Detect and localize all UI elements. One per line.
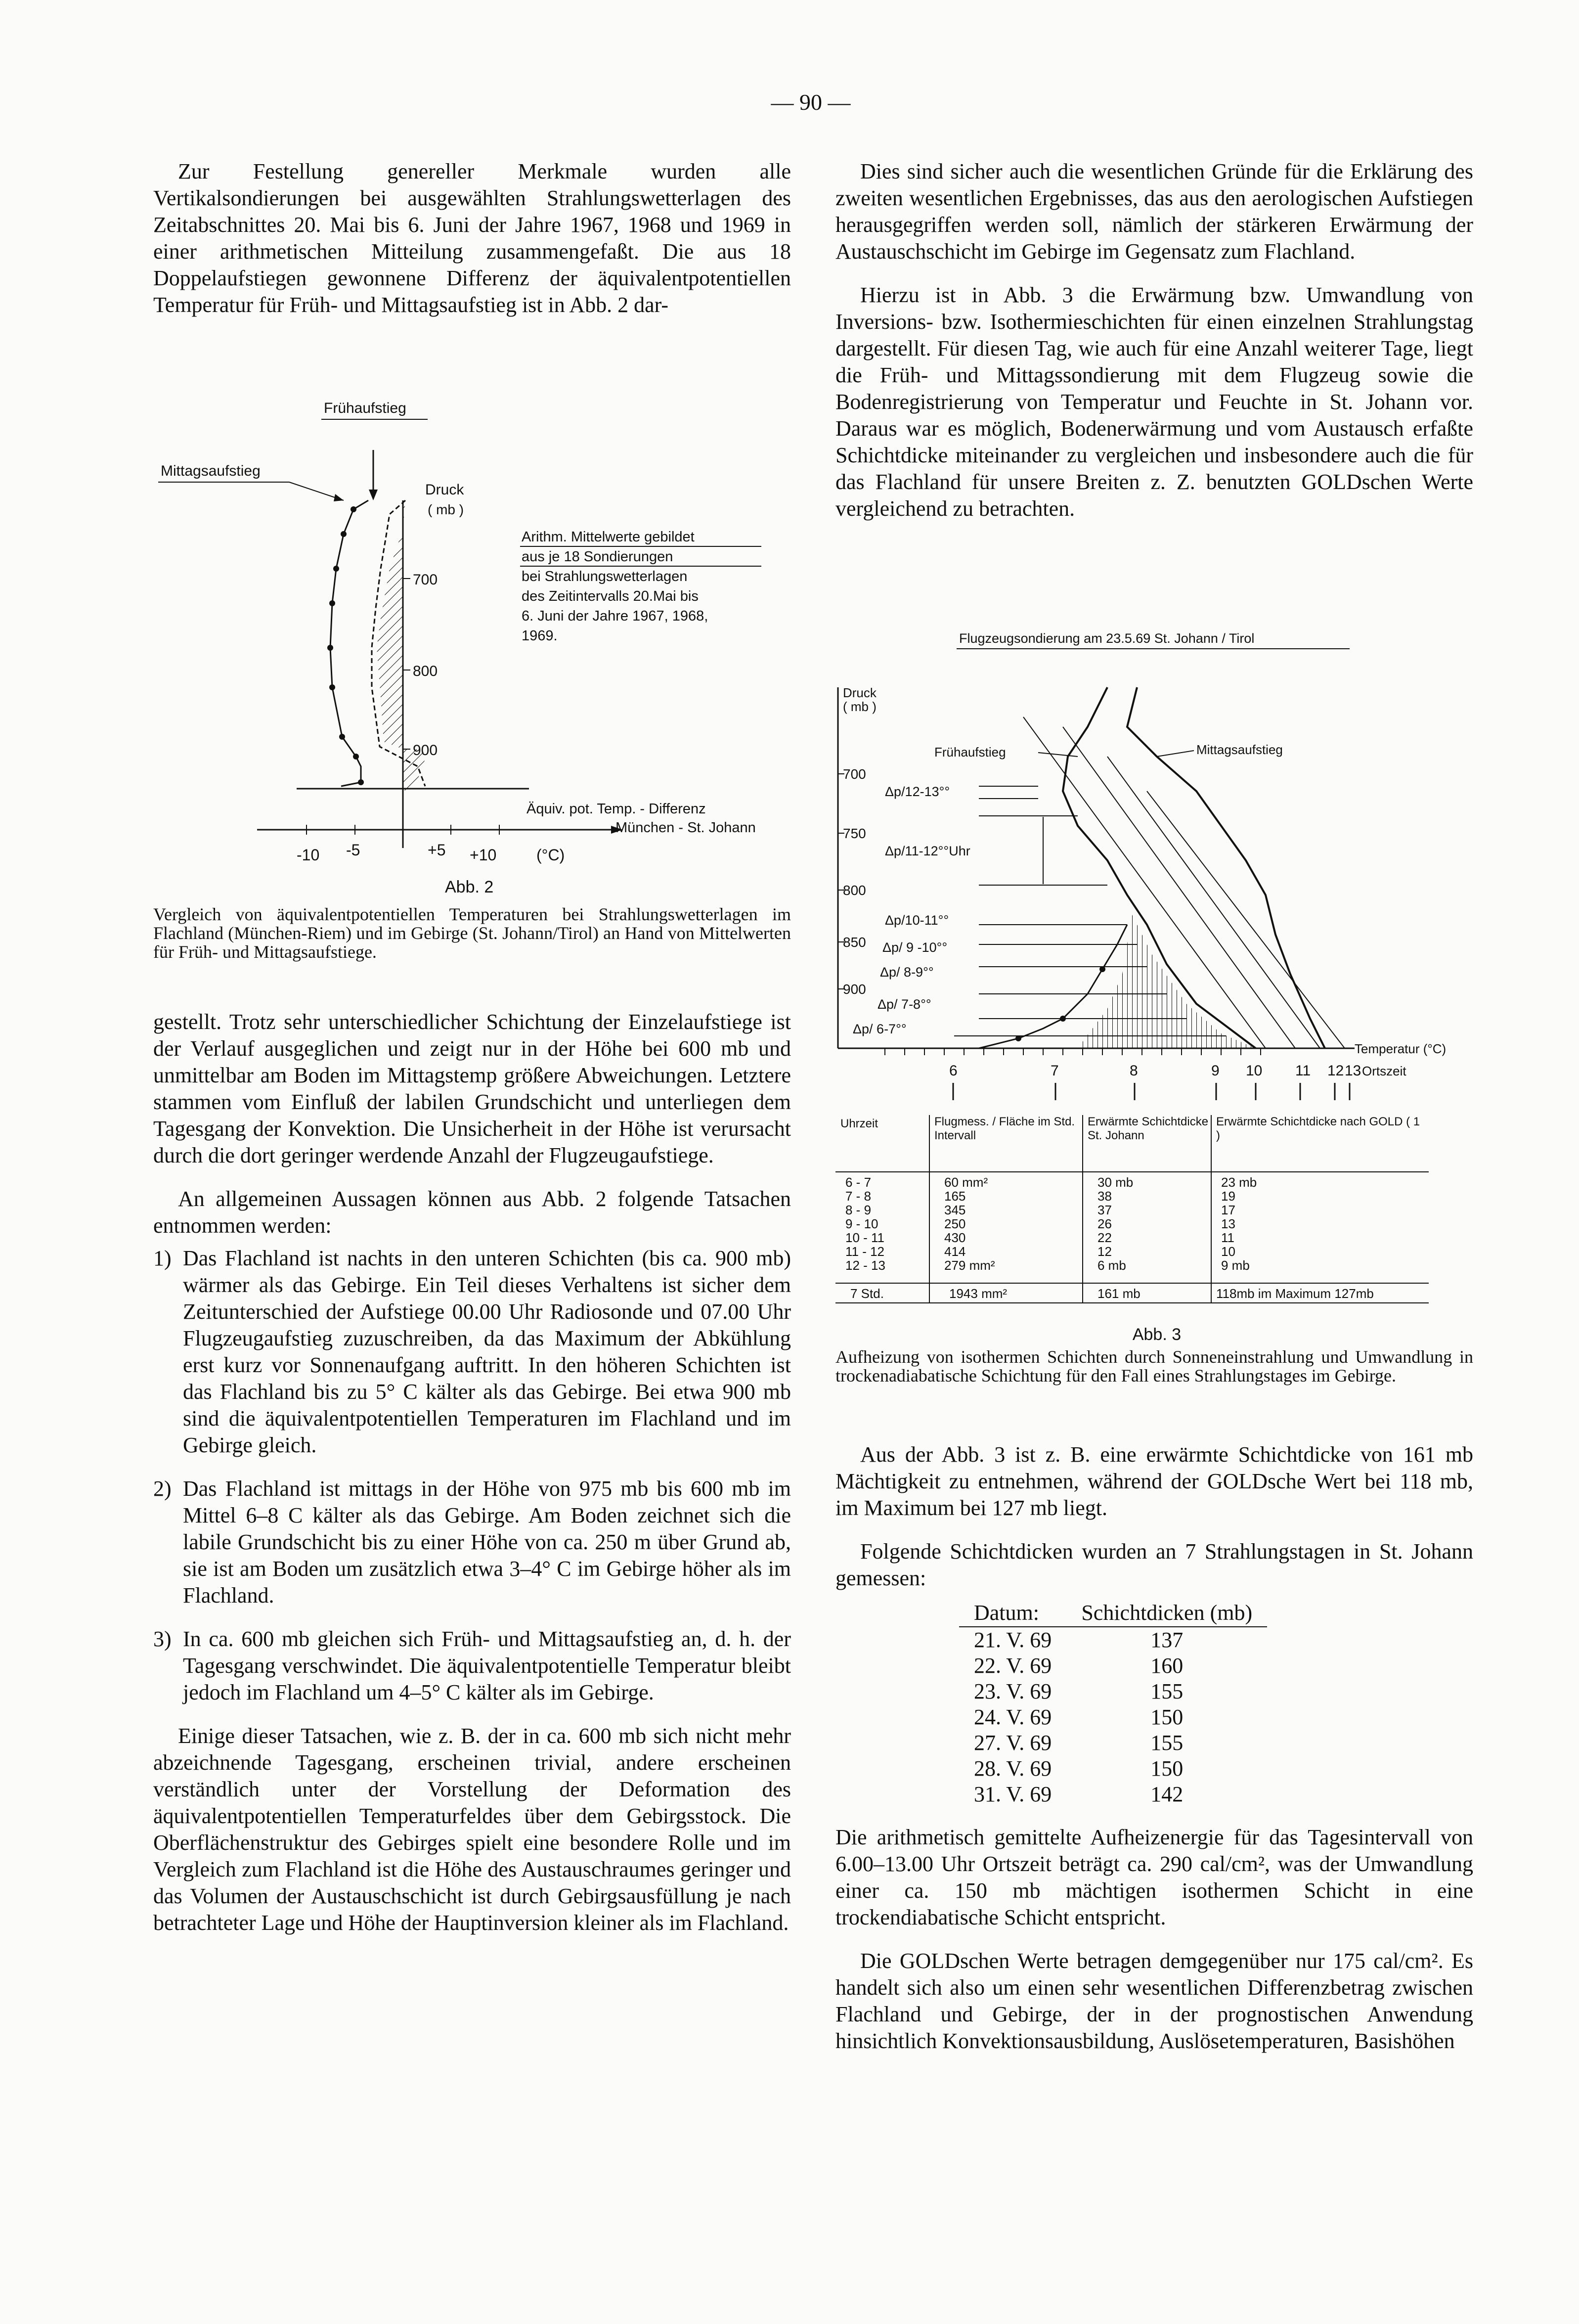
right-column-top: [835, 158, 1473, 522]
table-header: Schichtdicken (mb): [1066, 1600, 1267, 1627]
left-column-bottom: [153, 1009, 791, 1936]
table-row: [959, 1627, 1267, 1653]
paragraph: Die GOLDschen Werte betragen demgegenüber nur 175 cal/cm². Es handelt sich also um einen sehr wesentlichen Differenzbetrag zwischen Flachland und Gebirge, der in der prognostischen Anwendung hinsichtlich Konvektionsausbildung, Auslösetemperaturen, Basishöhen: [835, 1949, 1473, 2053]
tick-700: 700: [843, 766, 866, 782]
label-mb: ( mb ): [428, 502, 464, 517]
figure-3-title: Abb. 3: [1132, 1325, 1182, 1344]
tick-700: 700: [413, 572, 438, 588]
hour-label: 13: [1345, 1063, 1361, 1079]
table-cell: 22. V. 69: [974, 1654, 1052, 1678]
tick-neg10: -10: [297, 846, 320, 864]
table-cell: 250: [944, 1216, 966, 1231]
tick-unit: (°C): [536, 846, 565, 864]
tick-800: 800: [843, 883, 866, 898]
note-line: bei Strahlungswetterlagen: [522, 569, 688, 584]
table-row: [959, 1782, 1267, 1807]
table-cell: 9 - 10: [845, 1216, 878, 1231]
tick-pos10: +10: [470, 846, 497, 864]
list-item: 2) Das Flachland ist mittags in der Höhe von 975 mb bis 600 mb im Mittel 6–8 C kälter als das Gebirge. Am Boden zeichnet sich die labile Grundschicht bis zu einer Höhe von ca. 250 m über Grund ab, sie ist am Boden um zusätzlich etwa 3–4° C im Gebirge höher als im Flachland.: [153, 1476, 791, 1608]
schichtdicken-table: [959, 1600, 1267, 1807]
tick-800: 800: [413, 663, 438, 679]
page-number: — 90 —: [771, 89, 851, 115]
table-header: Flugmess. / Fläche im Std. Intervall: [934, 1115, 1075, 1142]
axis-note: München - St. Johann: [615, 820, 756, 836]
left-column-top: [153, 158, 791, 318]
table-row: [959, 1704, 1267, 1730]
tick-850: 850: [843, 935, 866, 950]
table-total-cell: 7 Std.: [850, 1286, 884, 1301]
axis-note: Äquiv. pot. Temp. - Differenz: [526, 801, 706, 817]
paragraph: Dies sind sicher auch die wesentlichen Gründe für die Erklärung des zweiten wesentlichen Ergebnisses, das aus den aerologischen Aufstiegen herausgegriffen werden soll, nämlich der stärkeren Erwärmung der Austauschschicht im Gebirge im Gegensatz zum Flachland.: [835, 159, 1473, 264]
table-header: Datum:: [959, 1600, 1066, 1627]
table-header: Erwärmte Schichtdicke nach GOLD ( 1 ): [1216, 1115, 1420, 1142]
hour-label: 10: [1246, 1063, 1263, 1079]
table-cell: 155: [1150, 1679, 1184, 1703]
figure-2-title: Abb. 2: [445, 878, 494, 896]
table-header: Erwärmte Schichtdicke St. Johann: [1088, 1115, 1209, 1142]
dp-label: Δp/12-13°°: [885, 784, 950, 799]
table-cell: 6 - 7: [845, 1175, 872, 1190]
table-row: [959, 1653, 1267, 1679]
dp-label: Δp/ 6-7°°: [853, 1022, 907, 1036]
paragraph: Einige dieser Tatsachen, wie z. B. der in ca. 600 mb sich nicht mehr abzeichnende Tagesgang, erscheinen trivial, andere erscheinen verständlich unter der Vorstellung der Deformation des äquivalentpotentiellen Temperaturfeldes über dem Gebirgsstock. Die Oberflächenstruktur des Gebirges spielt eine besondere Rolle und im Vergleich zum Flachland ist die Höhe des Austauschraumes geringer und das Volumen der Austauschschicht ist durch Gebirgsausfüllung je nach betrachteter Lage und Höhe der Hauptinversion kleiner als im Flachland.: [153, 1724, 791, 1935]
table-cell: 142: [1150, 1782, 1184, 1806]
table-cell: 10 - 11: [845, 1230, 885, 1245]
table-row: [959, 1679, 1267, 1704]
list-item: 3) In ca. 600 mb gleichen sich Früh- und Mittagsaufstieg an, d. h. der Tagesgang verschwindet. Die äquivalentpotentielle Temperatur bleibt jedoch im Flachland um 4–5° C kälter als im Gebirge.: [153, 1627, 791, 1704]
label-druck: Druck: [843, 685, 877, 700]
note-line: 1969.: [522, 628, 558, 644]
table-cell: 28. V. 69: [974, 1756, 1052, 1781]
table-total-cell: 161 mb: [1097, 1286, 1140, 1301]
note-line: Arithm. Mittelwerte gebildet: [522, 529, 695, 545]
table-cell: 30 mb: [1097, 1175, 1134, 1190]
paragraph: Die arithmetisch gemittelte Aufheizenergie für das Tagesintervall von 6.00–13.00 Uhr Ortszeit beträgt ca. 290 cal/cm², was der Umwandlung einer ca. 150 mb mächtigen isothermen Schicht in eine trockendiabatische Schicht entspricht.: [835, 1825, 1473, 1929]
table-cell: 23. V. 69: [974, 1679, 1052, 1703]
fig3-title-top: Flugzeugsondierung am 23.5.69 St. Johann / Tirol: [959, 631, 1255, 646]
table-cell: 37: [1097, 1203, 1112, 1217]
table-cell: 150: [1150, 1705, 1184, 1729]
dp-label: Δp/10-11°°: [885, 913, 949, 928]
table-header: Uhrzeit: [840, 1117, 878, 1130]
table-cell: 7 - 8: [845, 1189, 872, 1204]
hour-label: 6: [949, 1063, 958, 1079]
table-cell: 22: [1097, 1230, 1112, 1245]
table-cell: 12 - 13: [845, 1258, 885, 1273]
table-cell: 23 mb: [1221, 1175, 1257, 1190]
table-cell: 24. V. 69: [974, 1705, 1052, 1729]
hour-label: 8: [1130, 1063, 1138, 1079]
note-line: aus je 18 Sondierungen: [522, 549, 673, 565]
note-line: des Zeitintervalls 20.Mai bis: [522, 588, 699, 604]
table-cell: 60 mm²: [944, 1175, 988, 1190]
table-total-cell: 118mb im Maximum 127mb: [1216, 1286, 1374, 1301]
table-cell: 345: [944, 1203, 966, 1217]
table-cell: 155: [1150, 1731, 1184, 1755]
label-mb: ( mb ): [843, 699, 877, 714]
tick-900: 900: [843, 982, 866, 997]
temp-axis-label: Temperatur (°C): [1355, 1041, 1447, 1056]
table-cell: 6 mb: [1097, 1258, 1126, 1273]
table-cell: 279 mm²: [944, 1258, 995, 1273]
dp-label: Δp/ 8-9°°: [880, 965, 934, 980]
paragraph: Aus der Abb. 3 ist z. B. eine erwärmte Schichtdicke von 161 mb Mächtigkeit zu entnehmen, während der GOLDsche Wert bei 118 mb, im Maximum bei 127 mb liegt.: [835, 1442, 1473, 1520]
paragraph: Hierzu ist in Abb. 3 die Erwärmung bzw. Umwandlung von Inversions- bzw. Isothermieschichten für einen einzelnen Strahlungstag dargestellt. Für diesen Tag, wie auch für eine Anzahl weiterer Tage, liegt die Früh- und Mittagssondierung mit dem Flugzeug sowie die Bodenregistrierung von Temperatur und Feuchte in St. Johann vor. Daraus war es möglich, Bodenerwärmung und vom Austausch erfaßte Schichtdicke miteinander zu vergleichen und insbesondere auch die für das Flachland für unsere Breiten z. Z. benutzten GOLDschen Werte vergleichend zu betrachten.: [835, 283, 1473, 521]
table-cell: 11 - 12: [845, 1244, 885, 1259]
paragraph: Zur Festellung genereller Merkmale wurden alle Vertikalsondierungen bei ausgewählten Strahlungswetterlagen des Zeitabschnittes 20. Mai bis 6. Juni der Jahre 1967, 1968 und 1969 in einer arithmetischen Mitteilung zusammengefaßt. Die aus 18 Doppelaufstiegen gewonnene Differenz der äquivalentpotentiellen Temperatur für Früh- und Mittagsaufstieg ist in Abb. 2 dar-: [153, 159, 791, 317]
table-cell: 430: [944, 1230, 966, 1245]
paragraph: An allgemeinen Aussagen können aus Abb. 2 folgende Tatsachen entnommen werden:: [153, 1187, 791, 1238]
table-row: [959, 1756, 1267, 1782]
figure-3-caption: Aufheizung von isothermen Schichten durch Sonneneinstrahlung und Umwandlung in trockenadiabatische Schichtung für den Fall eines Strahlungstages im Gebirge.: [835, 1347, 1473, 1385]
table-total-cell: 1943 mm²: [949, 1286, 1008, 1301]
table-cell: 165: [944, 1189, 966, 1204]
figure-2: [148, 391, 806, 900]
label-mittagsaufstieg: Mittagsaufstieg: [1196, 742, 1283, 757]
table-cell: 137: [1150, 1628, 1184, 1652]
table-cell: 10: [1221, 1244, 1235, 1259]
table-cell: 19: [1221, 1189, 1235, 1204]
hour-label: 12: [1327, 1063, 1344, 1079]
label-mittagsaufstieg: Mittagsaufstieg: [161, 463, 261, 479]
table-cell: 21. V. 69: [974, 1628, 1052, 1652]
table-cell: 26: [1097, 1216, 1112, 1231]
table-cell: 8 - 9: [845, 1203, 872, 1217]
figure-3: [831, 628, 1478, 1320]
table-cell: 38: [1097, 1189, 1112, 1204]
label-druck: Druck: [425, 482, 464, 498]
figure-2-caption: Vergleich von äquivalentpotentiellen Temperaturen bei Strahlungswetterlagen im Flachland (München-Riem) und im Gebirge (St. Johann/Tirol) an Hand von Mittelwerten für Früh- und Mittagsaufstiege.: [153, 904, 791, 962]
table-cell: 9 mb: [1221, 1258, 1250, 1273]
table-cell: 17: [1221, 1203, 1235, 1217]
note-line: 6. Juni der Jahre 1967, 1968,: [522, 608, 708, 624]
table-cell: 13: [1221, 1216, 1235, 1231]
table-cell: 150: [1150, 1756, 1184, 1781]
hour-label: 7: [1051, 1063, 1059, 1079]
table-cell: 12: [1097, 1244, 1112, 1259]
right-column-bottom: [835, 1441, 1473, 2055]
dp-label: Δp/ 9 -10°°: [882, 940, 948, 955]
table-cell: 27. V. 69: [974, 1731, 1052, 1755]
tick-750: 750: [843, 826, 866, 841]
tick-pos5: +5: [428, 841, 446, 859]
dp-label: Δp/11-12°°Uhr: [885, 844, 970, 858]
ortszeit-label: Ortszeit: [1362, 1064, 1406, 1078]
hour-label: 11: [1295, 1063, 1311, 1079]
label-fruehaufstieg: Frühaufstieg: [934, 745, 1006, 760]
dp-label: Δp/ 7-8°°: [877, 997, 931, 1012]
table-cell: 160: [1150, 1654, 1184, 1678]
paragraph: Folgende Schichtdicken wurden an 7 Strahlungstagen in St. Johann gemessen:: [835, 1539, 1473, 1590]
tick-900: 900: [413, 742, 438, 759]
table-cell: 31. V. 69: [974, 1782, 1052, 1806]
table-cell: 414: [944, 1244, 966, 1259]
table-cell: 11: [1221, 1230, 1234, 1245]
table-row: [959, 1730, 1267, 1756]
paragraph: gestellt. Trotz sehr unterschiedlicher Schichtung der Einzelaufstiege ist der Verlauf ausgeglichen und zeigt nur in der Höhe bei 600 mb und unmittelbar am Boden im Mittagstemp größere Abweichungen. Letztere stammen vom Einfluß der labilen Grundschicht und unterliegen dem Tagesgang der Konvektion. Die Unsicherheit in der Höhe ist verursacht durch die dort geringer werdende Anzahl der Flugzeugaufstiege.: [153, 1010, 791, 1167]
tick-neg5: -5: [346, 841, 360, 859]
hour-label: 9: [1211, 1063, 1220, 1079]
label-fruehaufstieg: Frühaufstieg: [324, 400, 406, 416]
list-item: 1) Das Flachland ist nachts in den unteren Schichten (bis ca. 900 mb) wärmer als das Gebirge. Ein Teil dieses Verhaltens ist sicher dem Zeitunterschied der Aufstiege 00.00 Uhr Radiosonde und 07.00 Uhr Flugzeugaufstieg zuzuschreiben, da das Maximum der Abkühlung erst kurz vor Sonnenaufgang auftritt. In den höheren Schichten ist das Flachland bis zu 5° C kälter als das Gebirge. Bei etwa 900 mb sind die äquivalentpotentiellen Temperaturen im Flachland und im Gebirge gleich.: [153, 1246, 791, 1457]
